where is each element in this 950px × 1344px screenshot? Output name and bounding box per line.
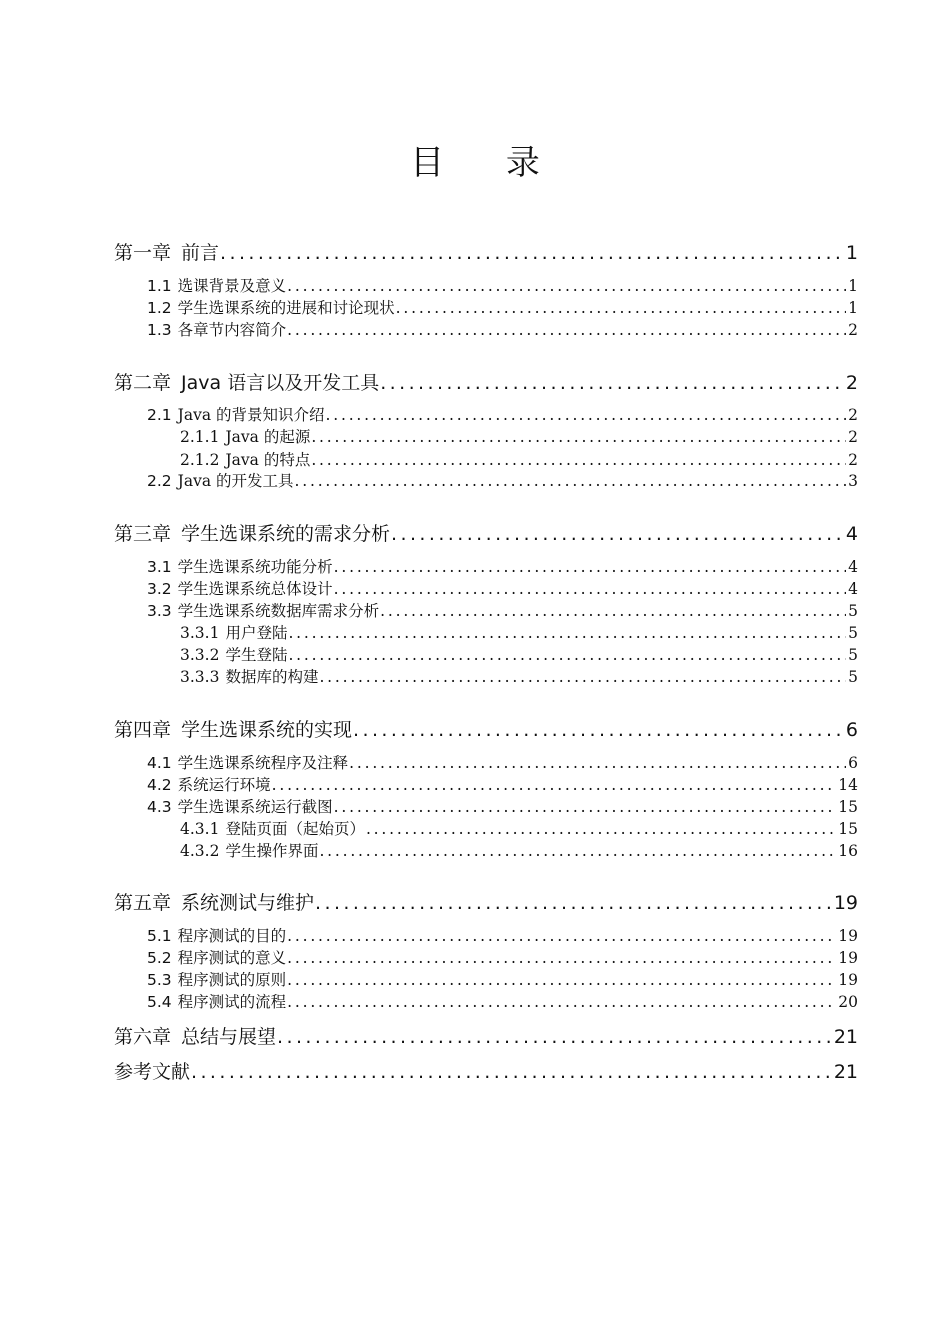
toc-leader-dots — [191, 1063, 832, 1082]
toc-entry-chapter[interactable] — [114, 368, 858, 395]
toc-entry-section[interactable] — [147, 968, 858, 990]
toc-page-number: 2 — [848, 406, 858, 424]
toc-page-number: 14 — [838, 776, 858, 794]
toc-entry-label — [180, 448, 310, 470]
toc-page-number: 5 — [848, 624, 858, 642]
toc-leader-dots — [391, 525, 844, 544]
toc-page-number: 1 — [848, 299, 858, 317]
toc-entry-label — [147, 968, 286, 990]
toc-entry-section[interactable] — [147, 924, 858, 946]
toc-entry-text: 登陆页面（起始页） — [225, 820, 365, 838]
toc-entry-label — [147, 274, 286, 296]
toc-page-number: 4 — [845, 523, 858, 545]
toc-entry-number: 2.1 — [147, 406, 172, 424]
toc-entry-number: 1.3 — [147, 321, 172, 339]
toc-entry-section[interactable] — [147, 990, 858, 1012]
toc-page-number: 2 — [845, 372, 858, 394]
toc-entry-section[interactable] — [147, 773, 858, 795]
toc-entry-text: Java 语言以及开发工具 — [181, 372, 380, 394]
toc-leader-dots — [380, 604, 846, 620]
toc-entry-number: 3.2 — [147, 580, 172, 598]
toc-entry-subsection[interactable] — [180, 425, 858, 447]
toc-page-number: 1 — [845, 242, 858, 264]
toc-entry-label — [180, 621, 287, 643]
toc-entry-text: 学生选课系统运行截图 — [177, 798, 333, 816]
toc-entry-number: 3.1 — [147, 558, 172, 576]
toc-entry-number: 3.3.3 — [180, 668, 220, 686]
toc-leader-dots — [334, 560, 846, 576]
toc-page-number: 5 — [848, 646, 858, 664]
toc-entry-number: 第一章 — [114, 242, 172, 264]
toc-entry-text: 用户登陆 — [225, 624, 288, 642]
toc-page-number: 21 — [833, 1026, 858, 1048]
toc-entry-number: 5.1 — [147, 927, 172, 945]
toc-entry-label — [147, 469, 294, 491]
toc-entry-label — [147, 599, 379, 621]
toc-entry-label — [114, 238, 219, 265]
toc-entry-text: Java 的背景知识介绍 — [177, 406, 325, 424]
toc-entry-section[interactable] — [147, 946, 858, 968]
toc-entry-number: 4.3.2 — [180, 842, 220, 860]
toc-entry-section[interactable] — [147, 403, 858, 425]
toc-entry-text: 学生选课系统程序及注释 — [177, 754, 349, 772]
toc-entry-text: 系统运行环境 — [177, 776, 271, 794]
toc-entry-number: 第五章 — [114, 892, 172, 914]
toc-leader-dots — [380, 374, 844, 393]
toc-entry-text: 学生操作界面 — [225, 842, 319, 860]
toc-entry-text: 程序测试的目的 — [177, 927, 287, 945]
toc-entry-label — [180, 643, 287, 665]
toc-leader-dots — [319, 844, 836, 860]
toc-entry-section[interactable] — [147, 318, 858, 340]
toc-page-number: 19 — [838, 949, 858, 967]
toc-page-number: 15 — [838, 798, 858, 816]
toc-page-number: 21 — [833, 1061, 858, 1083]
toc-entry-label — [114, 1057, 190, 1084]
toc-page-number: 2 — [848, 428, 858, 446]
toc-entry-text: 数据库的构建 — [225, 668, 319, 686]
toc-leader-dots — [287, 279, 846, 295]
toc-page-number: 16 — [838, 842, 858, 860]
toc-leader-dots — [277, 1028, 832, 1047]
toc-page-number: 15 — [838, 820, 858, 838]
toc-leader-dots — [334, 582, 846, 598]
toc-entry-label — [180, 839, 318, 861]
toc-entry-label — [114, 715, 352, 742]
toc-entry-section[interactable] — [147, 795, 858, 817]
toc-entry-text: Java 的起源 — [225, 428, 311, 446]
toc-entry-text: 学生选课系统总体设计 — [177, 580, 333, 598]
toc-leader-dots — [287, 995, 836, 1011]
toc-page-number: 6 — [848, 754, 858, 772]
toc-entry-label — [147, 990, 286, 1012]
toc-entry-text: 学生选课系统的实现 — [181, 719, 353, 741]
toc-entry-number: 5.4 — [147, 993, 172, 1011]
toc-page-number: 3 — [848, 472, 858, 490]
toc-page-number: 19 — [833, 892, 858, 914]
toc-page-number: 5 — [848, 668, 858, 686]
toc-entry-number: 2.2 — [147, 472, 172, 490]
toc-entry-label — [114, 888, 314, 915]
toc-entry-text: 系统测试与维护 — [181, 892, 315, 914]
toc-entry-subsection[interactable] — [180, 817, 858, 839]
toc-entry-number: 4.1 — [147, 754, 172, 772]
toc-leader-dots — [287, 973, 836, 989]
toc-entry-text: Java 的特点 — [225, 451, 311, 469]
toc-entry-text: 学生登陆 — [225, 646, 288, 664]
toc-entry-number: 第三章 — [114, 523, 172, 545]
toc-entry-section[interactable] — [147, 296, 858, 318]
toc-entry-text: 程序测试的意义 — [177, 949, 287, 967]
toc-entry-text: 参考文献 — [114, 1061, 191, 1083]
toc-entry-section[interactable] — [147, 274, 858, 296]
toc-entry-number: 5.2 — [147, 949, 172, 967]
toc-leader-dots — [315, 894, 832, 913]
toc-entry-number: 3.3 — [147, 602, 172, 620]
toc-entry-text: 学生选课系统功能分析 — [177, 558, 333, 576]
toc-entry-label — [147, 577, 333, 599]
toc-entry-label — [180, 817, 365, 839]
toc-page-number: 1 — [848, 277, 858, 295]
toc-entry-text: 学生选课系统的需求分析 — [181, 523, 391, 545]
toc-leader-dots — [287, 951, 836, 967]
toc-entry-text: 选课背景及意义 — [177, 277, 287, 295]
toc-entry-label — [147, 296, 395, 318]
toc-entry-label — [180, 425, 310, 447]
toc-leader-dots — [366, 822, 836, 838]
toc-leader-dots — [311, 453, 846, 469]
toc-entry-number: 4.3 — [147, 798, 172, 816]
toc-entry-chapter[interactable] — [114, 888, 858, 915]
toc-leader-dots — [220, 244, 844, 263]
toc-entry-subsection[interactable] — [180, 621, 858, 643]
toc-page-number: 2 — [848, 321, 858, 339]
toc-entry-number: 3.3.1 — [180, 624, 220, 642]
toc-entry-label — [114, 1022, 276, 1049]
toc-entry-section[interactable] — [147, 577, 858, 599]
toc-entry-section[interactable] — [147, 751, 858, 773]
toc-entry-label — [147, 773, 271, 795]
toc-page-number: 4 — [848, 580, 858, 598]
toc-leader-dots — [295, 474, 847, 490]
toc-entry-chapter[interactable] — [114, 519, 858, 546]
toc-entry-subsection[interactable] — [180, 665, 858, 687]
toc-entry-subsection[interactable] — [180, 839, 858, 861]
toc-entry-subsection[interactable] — [180, 448, 858, 470]
toc-entry-number: 4.2 — [147, 776, 172, 794]
toc-entry-number: 3.3.2 — [180, 646, 220, 664]
toc-entry-chapter[interactable] — [114, 1022, 858, 1049]
toc-entry-number: 第二章 — [114, 372, 172, 394]
toc-page-number: 19 — [838, 927, 858, 945]
toc-entry-label — [114, 519, 390, 546]
toc-page-number: 19 — [838, 971, 858, 989]
toc-entry-text: 程序测试的原则 — [177, 971, 287, 989]
toc-entry-section[interactable] — [147, 599, 858, 621]
toc-entry-label — [147, 946, 286, 968]
toc-entry-number: 1.2 — [147, 299, 172, 317]
toc-entry-section[interactable] — [147, 555, 858, 577]
toc-page-number: 4 — [848, 558, 858, 576]
toc-title: 目 录 — [410, 143, 566, 183]
toc-entry-text: 总结与展望 — [181, 1026, 277, 1048]
toc-page-number: 20 — [838, 993, 858, 1011]
toc-leader-dots — [319, 670, 846, 686]
toc-entry-text: 学生选课系统数据库需求分析 — [177, 602, 380, 620]
toc-entry-chapter[interactable] — [114, 1057, 858, 1084]
toc-entry-label — [147, 751, 348, 773]
toc-entry-label — [147, 795, 333, 817]
toc-entry-chapter[interactable] — [114, 715, 858, 742]
toc-entry-text: 程序测试的流程 — [177, 993, 287, 1011]
toc-entry-label — [147, 318, 286, 340]
toc-leader-dots — [288, 648, 846, 664]
toc-entry-label — [147, 924, 286, 946]
toc-entry-number: 2.1.2 — [180, 451, 220, 469]
toc-entry-number: 第六章 — [114, 1026, 172, 1048]
toc-entry-label — [180, 665, 318, 687]
toc-entry-text: 各章节内容简介 — [177, 321, 287, 339]
toc-leader-dots — [272, 778, 837, 794]
toc-entry-number: 第四章 — [114, 719, 172, 741]
toc-leader-dots — [396, 301, 846, 317]
toc-leader-dots — [353, 721, 844, 740]
toc-entry-number: 1.1 — [147, 277, 172, 295]
toc-leader-dots — [349, 756, 846, 772]
toc-entry-text: Java 的开发工具 — [177, 472, 294, 490]
toc-entry-chapter[interactable] — [114, 238, 858, 265]
toc-entry-text: 前言 — [181, 242, 220, 264]
toc-leader-dots — [287, 323, 846, 339]
toc-page-number: 5 — [848, 602, 858, 620]
toc-leader-dots — [334, 800, 837, 816]
toc-entry-label — [147, 403, 325, 425]
toc-entry-number: 5.3 — [147, 971, 172, 989]
toc-leader-dots — [288, 626, 846, 642]
toc-entry-number: 2.1.1 — [180, 428, 220, 446]
toc-entry-text: 学生选课系统的进展和讨论现状 — [177, 299, 395, 317]
toc-leader-dots — [287, 929, 836, 945]
toc-entry-label — [114, 368, 379, 395]
toc-entry-number: 4.3.1 — [180, 820, 220, 838]
toc-entry-section[interactable] — [147, 469, 858, 491]
toc-entry-subsection[interactable] — [180, 643, 858, 665]
toc-leader-dots — [311, 430, 846, 446]
toc-page-number: 2 — [848, 451, 858, 469]
toc-entry-label — [147, 555, 333, 577]
toc-leader-dots — [326, 408, 847, 424]
toc-page-number: 6 — [845, 719, 858, 741]
